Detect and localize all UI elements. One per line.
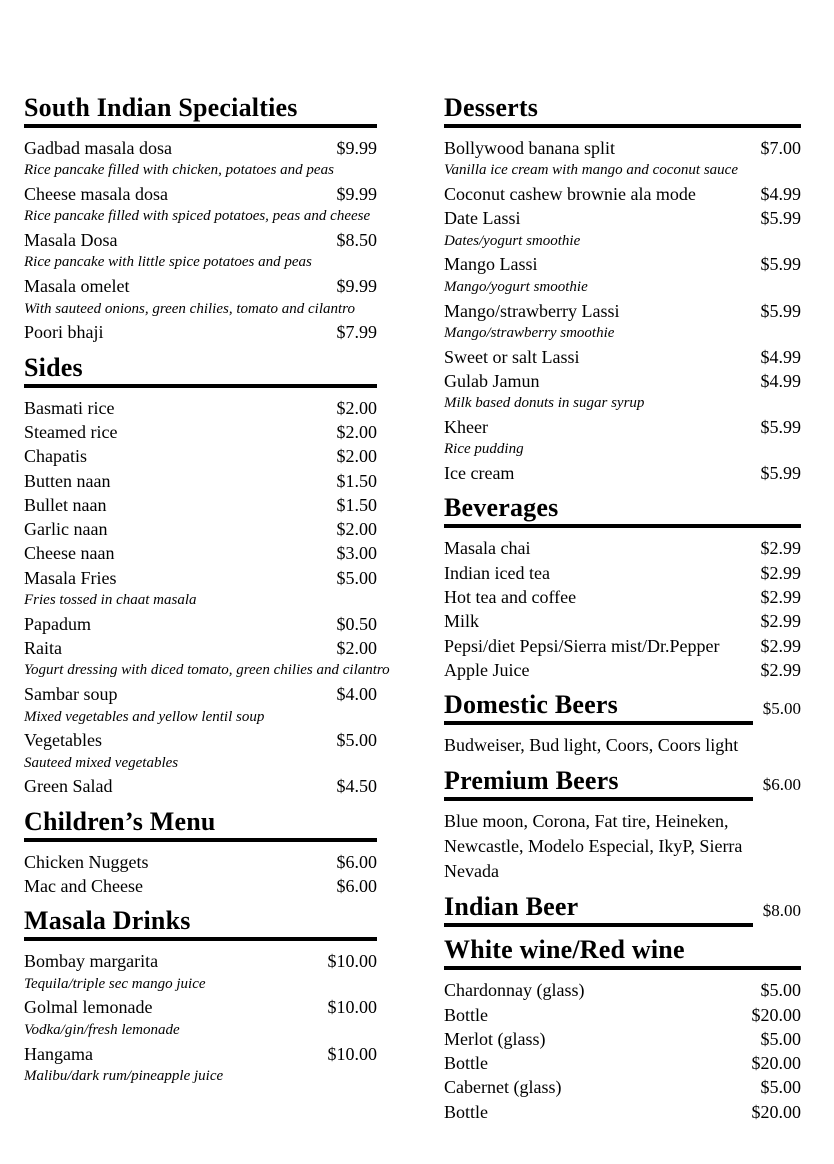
menu-item-row (24, 420, 377, 444)
menu-item-row (444, 1027, 801, 1051)
item-price: $2.00 (336, 519, 377, 540)
menu-item-row (24, 1042, 377, 1066)
item-name: Indian iced tea (444, 562, 550, 583)
item-price: $5.99 (760, 463, 801, 484)
menu-item-row (24, 469, 377, 493)
item-price: $5.99 (760, 300, 801, 321)
menu-item-row (444, 585, 801, 609)
menu-item-row (444, 978, 801, 1002)
item-name: Green Salad (24, 776, 113, 797)
item-description: Mango/yogurt smoothie (444, 278, 588, 295)
item-name: Coconut cashew brownie ala mode (444, 184, 696, 205)
section-title: Masala Drinks (24, 906, 377, 941)
section-heading-row (444, 93, 801, 128)
item-description: Vodka/gin/fresh lemonade (24, 1021, 180, 1038)
item-name: Gulab Jamun (444, 370, 540, 391)
item-description: Fries tossed in chaat masala (24, 592, 197, 609)
menu-section (444, 892, 801, 927)
menu-section (444, 766, 801, 884)
item-price: $5.00 (760, 980, 801, 1001)
item-price: $9.99 (336, 276, 377, 297)
menu-item-row (24, 541, 377, 565)
item-price: $10.00 (327, 1043, 377, 1064)
item-price: $5.00 (336, 730, 377, 751)
item-price: $2.99 (760, 587, 801, 608)
menu-section (24, 807, 377, 899)
item-name: Bullet naan (24, 494, 107, 515)
section-title-price: $5.00 (762, 699, 801, 719)
item-name: Garlic naan (24, 519, 108, 540)
item-price: $7.99 (336, 322, 377, 343)
item-name: Ice cream (444, 463, 515, 484)
item-price: $20.00 (751, 1004, 801, 1025)
section-heading-row (24, 906, 377, 941)
section-title-price: $8.00 (762, 901, 801, 921)
menu-item-row (444, 345, 801, 369)
menu-item-row (24, 493, 377, 517)
item-description: Malibu/dark rum/pineapple juice (24, 1067, 224, 1084)
right-column (444, 93, 801, 1124)
item-name: Hot tea and coffee (444, 587, 577, 608)
item-name: Mac and Cheese (24, 876, 143, 897)
item-price: $2.00 (336, 638, 377, 659)
item-price: $5.99 (760, 208, 801, 229)
section-heading-row (444, 493, 801, 528)
item-price: $6.00 (336, 876, 377, 897)
menu-item-row (444, 609, 801, 633)
item-name: Cheese naan (24, 543, 115, 564)
item-name: Chicken Nuggets (24, 851, 149, 872)
item-name: Butten naan (24, 470, 111, 491)
menu-item-row (444, 461, 801, 485)
item-description: Mixed vegetables and yellow lentil soup (24, 708, 265, 725)
item-name: Basmati rice (24, 397, 115, 418)
section-heading-row (24, 93, 377, 128)
item-price: $9.99 (336, 184, 377, 205)
item-name: Sweet or salt Lassi (444, 346, 580, 367)
section-heading-row (24, 353, 377, 388)
menu-item-row (24, 728, 377, 752)
item-name: Chapatis (24, 446, 87, 467)
menu-item-row (24, 136, 377, 160)
item-price: $4.50 (336, 776, 377, 797)
menu-section (444, 935, 801, 1124)
item-description: Vanilla ice cream with mango and coconut sauce (444, 162, 738, 179)
item-name: Mango Lassi (444, 254, 538, 275)
section-title: Desserts (444, 93, 801, 128)
menu-item-row (24, 636, 377, 660)
section-title: Domestic Beers (444, 690, 753, 725)
menu-item-row (444, 634, 801, 658)
item-name: Cheese masala dosa (24, 184, 168, 205)
item-description: Mango/strawberry smoothie (444, 324, 615, 341)
menu-section (24, 93, 377, 345)
item-name: Date Lassi (444, 208, 521, 229)
menu-item-row (444, 536, 801, 560)
item-name: Pepsi/diet Pepsi/Sierra mist/Dr.Pepper (444, 635, 720, 656)
item-name: Masala Fries (24, 567, 117, 588)
item-name: Bollywood banana split (444, 138, 615, 158)
item-price: $2.99 (760, 538, 801, 559)
menu-item-row (24, 396, 377, 420)
menu-item-row (444, 252, 801, 276)
item-name: Merlot (glass) (444, 1028, 546, 1049)
menu-item-row (444, 415, 801, 439)
item-price: $1.50 (336, 494, 377, 515)
item-price: $1.50 (336, 470, 377, 491)
menu-item-row (444, 658, 801, 682)
section-heading-row (24, 807, 377, 842)
menu-item-row (24, 274, 377, 298)
menu-item-row (24, 949, 377, 973)
item-price: $5.99 (760, 417, 801, 438)
menu-item-row (444, 299, 801, 323)
section-heading-row (444, 892, 801, 927)
section-note: Budweiser, Bud light, Coors, Coors light (444, 735, 739, 756)
item-name: Mango/strawberry Lassi (444, 300, 620, 321)
menu-section (444, 93, 801, 485)
menu-item-row (24, 682, 377, 706)
item-name: Papadum (24, 613, 91, 634)
item-description: Yogurt dressing with diced tomato, green chilies and cilantro (24, 662, 390, 679)
menu-item-row (444, 1051, 801, 1075)
section-title: South Indian Specialties (24, 93, 377, 128)
item-description: Sauteed mixed vegetables (24, 754, 179, 771)
item-name: Cabernet (glass) (444, 1077, 562, 1098)
item-description: Rice pancake filled with spiced potatoes, peas and cheese (24, 208, 371, 225)
item-price: $0.50 (336, 613, 377, 634)
item-price: $5.00 (336, 567, 377, 588)
item-price: $20.00 (751, 1101, 801, 1122)
section-title: White wine/Red wine (444, 935, 801, 970)
menu-item-row (24, 320, 377, 344)
item-price: $2.99 (760, 659, 801, 680)
item-price: $10.00 (327, 951, 377, 972)
item-price: $2.00 (336, 397, 377, 418)
menu-item-row (24, 850, 377, 874)
item-price: $4.99 (760, 370, 801, 391)
item-description: Rice pudding (444, 441, 524, 458)
menu-section (444, 493, 801, 682)
item-description: Milk based donuts in sugar syrup (444, 395, 645, 412)
menu-item-row (24, 517, 377, 541)
item-price: $2.00 (336, 421, 377, 442)
item-price: $5.00 (760, 1077, 801, 1098)
menu-item-row (24, 995, 377, 1019)
left-column (24, 93, 390, 1088)
item-price: $4.00 (336, 684, 377, 705)
menu-section (24, 906, 377, 1087)
item-name: Bottle (444, 1053, 488, 1074)
item-description: Dates/yogurt smoothie (444, 232, 581, 249)
item-name: Vegetables (24, 730, 102, 751)
item-name: Steamed rice (24, 421, 118, 442)
menu-section (444, 690, 801, 758)
item-price: $2.00 (336, 446, 377, 467)
item-name: Gadbad masala dosa (24, 138, 172, 158)
section-title-price: $6.00 (762, 775, 801, 795)
section-note: Blue moon, Corona, Fat tire, Heineken, Newcastle, Modelo Especial, IkyP, Sierra Nevada (444, 811, 743, 882)
menu-item-row (444, 561, 801, 585)
item-name: Golmal lemonade (24, 997, 153, 1018)
item-price: $6.00 (336, 851, 377, 872)
menu-item-row (24, 228, 377, 252)
item-name: Bottle (444, 1101, 488, 1122)
item-name: Masala chai (444, 538, 531, 559)
item-description: Rice pancake with little spice potatoes and peas (24, 254, 312, 271)
item-price: $5.99 (760, 254, 801, 275)
menu-item-row (444, 1003, 801, 1027)
item-name: Kheer (444, 417, 488, 438)
item-name: Hangama (24, 1043, 93, 1064)
menu-item-row (444, 369, 801, 393)
item-name: Masala omelet (24, 276, 130, 297)
section-title: Premium Beers (444, 766, 753, 801)
item-description: With sauteed onions, green chilies, tomato and cilantro (24, 300, 355, 317)
menu-item-row (24, 444, 377, 468)
section-title: Beverages (444, 493, 801, 528)
item-price: $2.99 (760, 611, 801, 632)
item-price: $4.99 (760, 184, 801, 205)
menu-item-row (444, 1075, 801, 1099)
item-description: Rice pancake filled with chicken, potatoes and peas (24, 162, 334, 179)
section-heading-row (444, 690, 801, 725)
item-price: $20.00 (751, 1053, 801, 1074)
item-price: $8.50 (336, 230, 377, 251)
item-name: Poori bhaji (24, 322, 104, 343)
section-heading-row (444, 935, 801, 970)
item-price: $5.00 (760, 1028, 801, 1049)
section-title: Children’s Menu (24, 807, 377, 842)
item-name: Milk (444, 611, 480, 632)
item-price: $9.99 (336, 138, 377, 158)
item-price: $2.99 (760, 635, 801, 656)
menu-item-row (444, 136, 801, 160)
section-title: Sides (24, 353, 377, 388)
menu-item-row (444, 182, 801, 206)
item-description: Tequila/triple sec mango juice (24, 975, 206, 992)
menu-item-row (24, 566, 377, 590)
item-name: Chardonnay (glass) (444, 980, 585, 1001)
menu-item-row (24, 612, 377, 636)
item-name: Masala Dosa (24, 230, 118, 251)
menu-item-row (24, 774, 377, 798)
menu-item-row (24, 182, 377, 206)
item-name: Apple Juice (444, 659, 530, 680)
item-price: $4.99 (760, 346, 801, 367)
item-price: $3.00 (336, 543, 377, 564)
menu-item-row (444, 206, 801, 230)
item-price: $7.00 (760, 138, 801, 158)
item-name: Bottle (444, 1004, 488, 1025)
section-heading-row (444, 766, 801, 801)
menu-item-row (24, 874, 377, 898)
item-name: Sambar soup (24, 684, 118, 705)
menu-section (24, 352, 390, 799)
item-name: Raita (24, 638, 62, 659)
section-title: Indian Beer (444, 892, 753, 927)
menu-item-row (444, 1100, 801, 1124)
item-name: Bombay margarita (24, 951, 159, 972)
item-price: $10.00 (327, 997, 377, 1018)
item-price: $2.99 (760, 562, 801, 583)
